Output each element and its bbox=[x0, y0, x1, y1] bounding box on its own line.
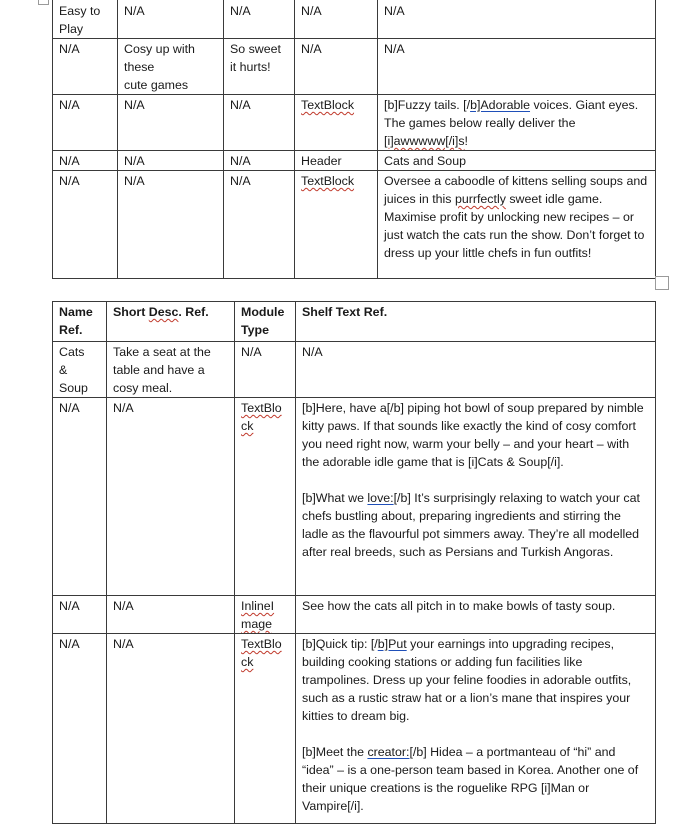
shelf-text-part: Oversee a caboodle of kittens selling soups and juices in this bbox=[384, 174, 648, 206]
games-table-bottom bbox=[52, 301, 656, 824]
name-ref-cell[interactable]: N/A bbox=[53, 398, 107, 596]
shelf-text-cell[interactable]: N/A bbox=[378, 0, 656, 39]
shelf-text-part: [i]awwwww[/i]s bbox=[384, 134, 465, 148]
short-desc-cell[interactable]: Cosy up with these cute games bbox=[118, 39, 224, 95]
table-row bbox=[53, 342, 656, 398]
shelf-text-part: love: bbox=[367, 491, 394, 505]
short-desc-cell[interactable]: Take a seat at the table and have a cosy meal. bbox=[107, 342, 235, 398]
short-desc-cell[interactable]: N/A bbox=[118, 0, 224, 39]
short-desc-cell[interactable]: N/A bbox=[107, 596, 235, 634]
module-type-header[interactable]: Module Type bbox=[235, 302, 296, 342]
table-row bbox=[53, 95, 656, 151]
shelf-text-part: [b]Fuzzy tails. [/ bbox=[384, 98, 471, 112]
table-row bbox=[53, 596, 656, 634]
shelf-text-part: ! bbox=[464, 134, 468, 148]
short-desc-cell[interactable]: N/A bbox=[107, 634, 235, 824]
table-row bbox=[53, 39, 656, 95]
short-desc-cell[interactable]: N/A bbox=[118, 171, 224, 279]
module-type-cell[interactable]: So sweet it hurts! bbox=[224, 39, 295, 95]
shelf-text-part: creator: bbox=[367, 745, 410, 759]
games-table-top bbox=[52, 0, 656, 279]
shelf-text-part: sweet idle game. Maximise profit by unlocking new recipes – or just watch the cats run the show. Don’t forget to dress up your little chefs in fun outfits! bbox=[384, 192, 645, 260]
module-type-cell[interactable]: N/A bbox=[224, 0, 295, 39]
module-type-cell[interactable]: N/A bbox=[224, 151, 295, 171]
module-type-cell[interactable]: TextBlo ck bbox=[235, 634, 296, 824]
shelf-text-header[interactable]: Shelf Text Ref. bbox=[296, 302, 656, 342]
shelf-text-part: your earnings into upgrading recipes, building cooking stations or adding fun facilities like trampolines. Dress up your feline foodies in adorable outfits, such as a rustic straw hat or a lion’s mane that inspires your kitties to dream big. bbox=[302, 637, 632, 723]
shelf-text-part: voices. Giant eyes. The games below really deliver the bbox=[384, 98, 639, 130]
shelf-text-part: purrfectly bbox=[454, 192, 506, 206]
shelf-text-cell[interactable]: See how the cats all pitch in to make bowls of tasty soup. bbox=[296, 596, 656, 634]
short-desc-header[interactable] bbox=[107, 302, 235, 342]
shelf-text-part: [/b] Hidea – a portmanteau of “hi” and “idea” – is a one-person team based in Korea. Another one of their unique creations is the roguelike RPG [i]Man or Vampire[/i]. bbox=[302, 745, 639, 813]
shelf-text-part: b]Put bbox=[377, 637, 407, 651]
module-type-cell[interactable]: N/A bbox=[224, 95, 295, 151]
header-part: Short bbox=[113, 305, 149, 319]
short-desc-cell[interactable]: N/A bbox=[118, 95, 224, 151]
table-row bbox=[53, 0, 656, 39]
name-ref-cell[interactable]: N/A bbox=[53, 634, 107, 824]
header-part: Desc bbox=[148, 305, 179, 319]
shelf-text-part: [b]Quick tip: [/ bbox=[302, 637, 378, 651]
type-cell[interactable] bbox=[295, 95, 378, 151]
table-move-handle[interactable] bbox=[38, 0, 49, 5]
name-ref-header[interactable]: Name Ref. bbox=[53, 302, 107, 342]
shelf-paragraph: [b]Here, have a[/b] piping hot bowl of soup prepared by nimble kitty paws. If that sounds like exactly the kind of cosy comfort you need right now, warm your belly – and your heart – with the adorable idle game that is [i]Cats & Soup[/i]. bbox=[302, 401, 644, 469]
name-ref-cell[interactable]: N/A bbox=[53, 596, 107, 634]
shelf-paragraph bbox=[302, 489, 649, 561]
shelf-paragraph bbox=[302, 743, 649, 815]
table-row bbox=[53, 171, 656, 279]
short-desc-cell[interactable]: N/A bbox=[118, 151, 224, 171]
shelf-paragraph bbox=[302, 635, 649, 725]
shelf-text-part: [b]Meet the bbox=[302, 745, 368, 759]
shelf-text-part: [/b] It’s surprisingly relaxing to watch your cat chefs bustling about, preparing ingredients and stirring the ladle as the flavourful pot simmers away. They’re all modelled after real breeds, such as Persians and Turkish Angoras. bbox=[302, 491, 640, 559]
shelf-text-part: b]Adorable bbox=[470, 98, 531, 112]
shelf-text-cell[interactable] bbox=[296, 634, 656, 824]
module-type-cell[interactable]: InlineI mage bbox=[235, 596, 296, 634]
table-row bbox=[53, 634, 656, 824]
table-resize-handle[interactable] bbox=[655, 276, 669, 290]
table-row bbox=[53, 398, 656, 596]
module-type-cell[interactable]: N/A bbox=[235, 342, 296, 398]
name-ref-cell[interactable]: N/A bbox=[53, 95, 118, 151]
shelf-text-cell[interactable] bbox=[378, 171, 656, 279]
shelf-text-cell[interactable] bbox=[296, 398, 656, 596]
module-type-cell[interactable]: TextBlo ck bbox=[235, 398, 296, 596]
type-cell[interactable]: N/A bbox=[295, 0, 378, 39]
name-ref-cell[interactable]: Easy to Play bbox=[53, 0, 118, 39]
type-text: TextBlock bbox=[301, 174, 355, 188]
type-cell[interactable]: Header bbox=[295, 151, 378, 171]
name-ref-cell[interactable]: N/A bbox=[53, 39, 118, 95]
shelf-text-cell[interactable] bbox=[378, 95, 656, 151]
type-cell[interactable]: N/A bbox=[295, 39, 378, 95]
type-cell[interactable] bbox=[295, 171, 378, 279]
short-desc-cell[interactable]: N/A bbox=[107, 398, 235, 596]
shelf-text-part: [b]What we bbox=[302, 491, 368, 505]
type-text: TextBlock bbox=[301, 98, 355, 112]
shelf-text-cell[interactable]: N/A bbox=[296, 342, 656, 398]
header-part: . Ref. bbox=[178, 305, 209, 319]
module-type-cell[interactable]: N/A bbox=[224, 171, 295, 279]
name-ref-cell[interactable]: Cats & Soup bbox=[53, 342, 107, 398]
name-ref-cell[interactable]: N/A bbox=[53, 171, 118, 279]
table-header-row bbox=[53, 302, 656, 342]
name-ref-cell[interactable]: N/A bbox=[53, 151, 118, 171]
shelf-text-cell[interactable]: N/A bbox=[378, 39, 656, 95]
table-row bbox=[53, 151, 656, 171]
shelf-text-cell[interactable]: Cats and Soup bbox=[378, 151, 656, 171]
